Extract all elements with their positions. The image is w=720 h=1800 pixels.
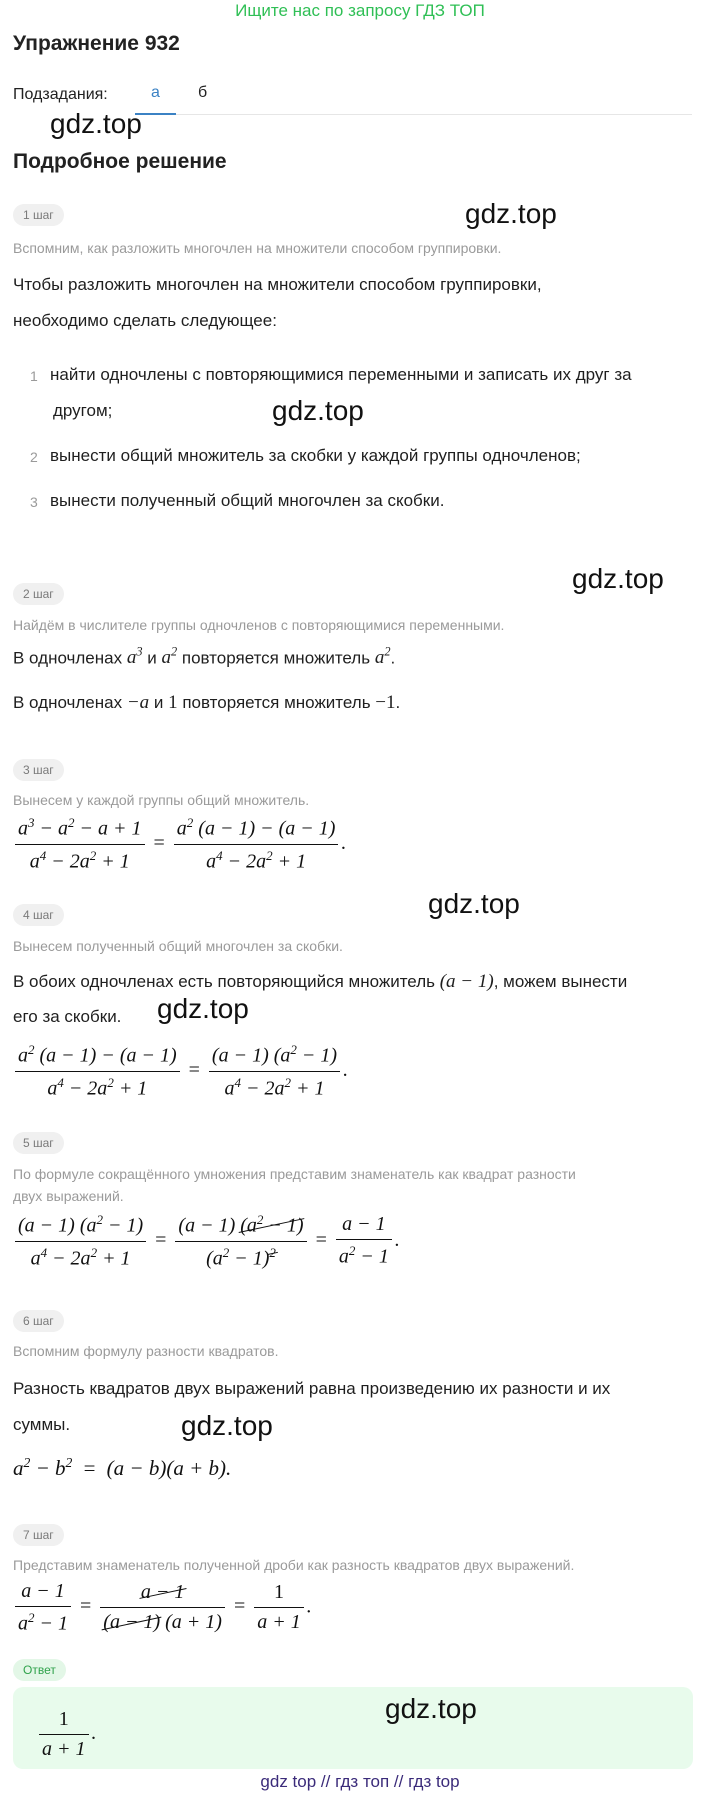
subtasks-label: Подзадания: — [13, 86, 108, 103]
step-4-formula: $\frac{a^2 (a - 1) - (a - 1)}{a^4 - 2a^2 + 1}$ = $\frac{(a - 1) (a^2 - 1)}{a^4 - 2a^2 + 1}$ . — [12, 1042, 348, 1100]
step-4-hint: Вынесем полученный общий многочлен за скобки. — [13, 938, 343, 954]
search-banner[interactable]: Ищите нас по запросу ГДЗ ТОП — [235, 1, 485, 20]
watermark: gdz.top — [385, 1693, 477, 1724]
step-2-line1: В одночленах $a^3$ и $a^2$ повторяется множитель $a^2$. — [13, 645, 396, 669]
watermark: gdz.top — [272, 395, 364, 426]
list-item-line2: другом; — [53, 401, 113, 420]
step-1-hint: Вспомним, как разложить многочлен на множители способом группировки. — [13, 240, 502, 256]
watermark: gdz.top — [181, 1410, 273, 1441]
list-item-line1: вынести полученный общий многочлен за скобки. — [50, 491, 445, 510]
answer-box — [13, 1687, 693, 1769]
watermark: gdz.top — [50, 108, 142, 139]
subtab-a[interactable]: а — [151, 84, 160, 101]
step-3-badge: 3 шаг — [13, 759, 64, 781]
step-5-badge: 5 шаг — [13, 1132, 64, 1154]
step-2-badge: 2 шаг — [13, 583, 64, 605]
step-6-hint: Вспомним формулу разности квадратов. — [13, 1343, 279, 1359]
step-6-formula: $a^2 - b^2 = (a - b)(a + b)$. — [13, 1455, 232, 1480]
watermark: gdz.top — [572, 563, 664, 594]
answer-badge: Ответ — [13, 1659, 66, 1681]
watermark: gdz.top — [428, 888, 520, 919]
step-6-line2: суммы. — [13, 1415, 71, 1434]
footer-links[interactable]: gdz top // гдз топ // гдз top — [260, 1772, 460, 1791]
step-4-line2: его за скобки. — [13, 1007, 122, 1026]
step-7-formula: $\frac{a - 1}{a^2 - 1}$ = $\frac{a - 1}{(a - 1) (a + 1)}$ = $\frac{1}{a + 1}$ . — [12, 1580, 312, 1636]
step-5-hint-line2: двух выражений. — [13, 1188, 124, 1204]
step-2-line2: В одночленах −a и 1 повторяется множитель −1. — [13, 692, 401, 713]
list-number: 3 — [30, 494, 38, 510]
step-1-badge: 1 шаг — [13, 204, 64, 226]
list-item-line1: найти одночлены с повторяющимися переменными и записать их друг за — [50, 365, 632, 384]
step-7-badge: 7 шаг — [13, 1524, 64, 1546]
step-1-intro-line1: Чтобы разложить многочлен на множители способом группировки, — [13, 275, 542, 294]
subtab-b[interactable]: б — [198, 84, 208, 101]
list-item-line1: вынести общий множитель за скобки у каждой группы одночленов; — [50, 446, 581, 465]
step-6-badge: 6 шаг — [13, 1310, 64, 1332]
step-7-hint: Представим знаменатель полученной дроби как разность квадратов двух выражений. — [13, 1557, 575, 1573]
step-5-formula: $\frac{(a - 1) (a^2 - 1)}{a^4 - 2a^2 + 1}$ = $\frac{(a - 1) (a^2 - 1)}{(a^2 - 1)^2}$ = $\frac{a - 1}{a^2 - 1}$ . — [12, 1212, 400, 1270]
step-3-formula: $\frac{a^3 - a^2 - a + 1}{a^4 - 2a^2 + 1}$ = $\frac{a^2 (a - 1) - (a - 1)}{a^4 - 2a^2 + 1}$ . — [12, 815, 346, 873]
step-6-line1: Разность квадратов двух выражений равна произведению их разности и их — [13, 1379, 611, 1398]
step-3-hint: Вынесем у каждой группы общий множитель. — [13, 792, 310, 808]
step-2-hint: Найдём в числителе группы одночленов с повторяющимися переменными. — [13, 617, 505, 633]
list-number: 1 — [30, 368, 38, 384]
watermark: gdz.top — [157, 993, 249, 1024]
list-number: 2 — [30, 449, 38, 465]
page-title: Упражнение 932 — [13, 32, 180, 55]
section-title: Подробное решение — [13, 150, 227, 173]
step-4-badge: 4 шаг — [13, 904, 64, 926]
watermark: gdz.top — [465, 198, 557, 229]
answer-formula: $\frac{1}{a + 1}$ . — [36, 1708, 97, 1761]
step-4-line1: В обоих одночленах есть повторяющийся множитель (a − 1), можем вынести — [13, 971, 628, 992]
tab-divider — [176, 114, 692, 115]
step-1-intro-line2: необходимо сделать следующее: — [13, 311, 277, 330]
step-5-hint-line1: По формуле сокращённого умножения представим знаменатель как квадрат разности — [13, 1166, 576, 1182]
